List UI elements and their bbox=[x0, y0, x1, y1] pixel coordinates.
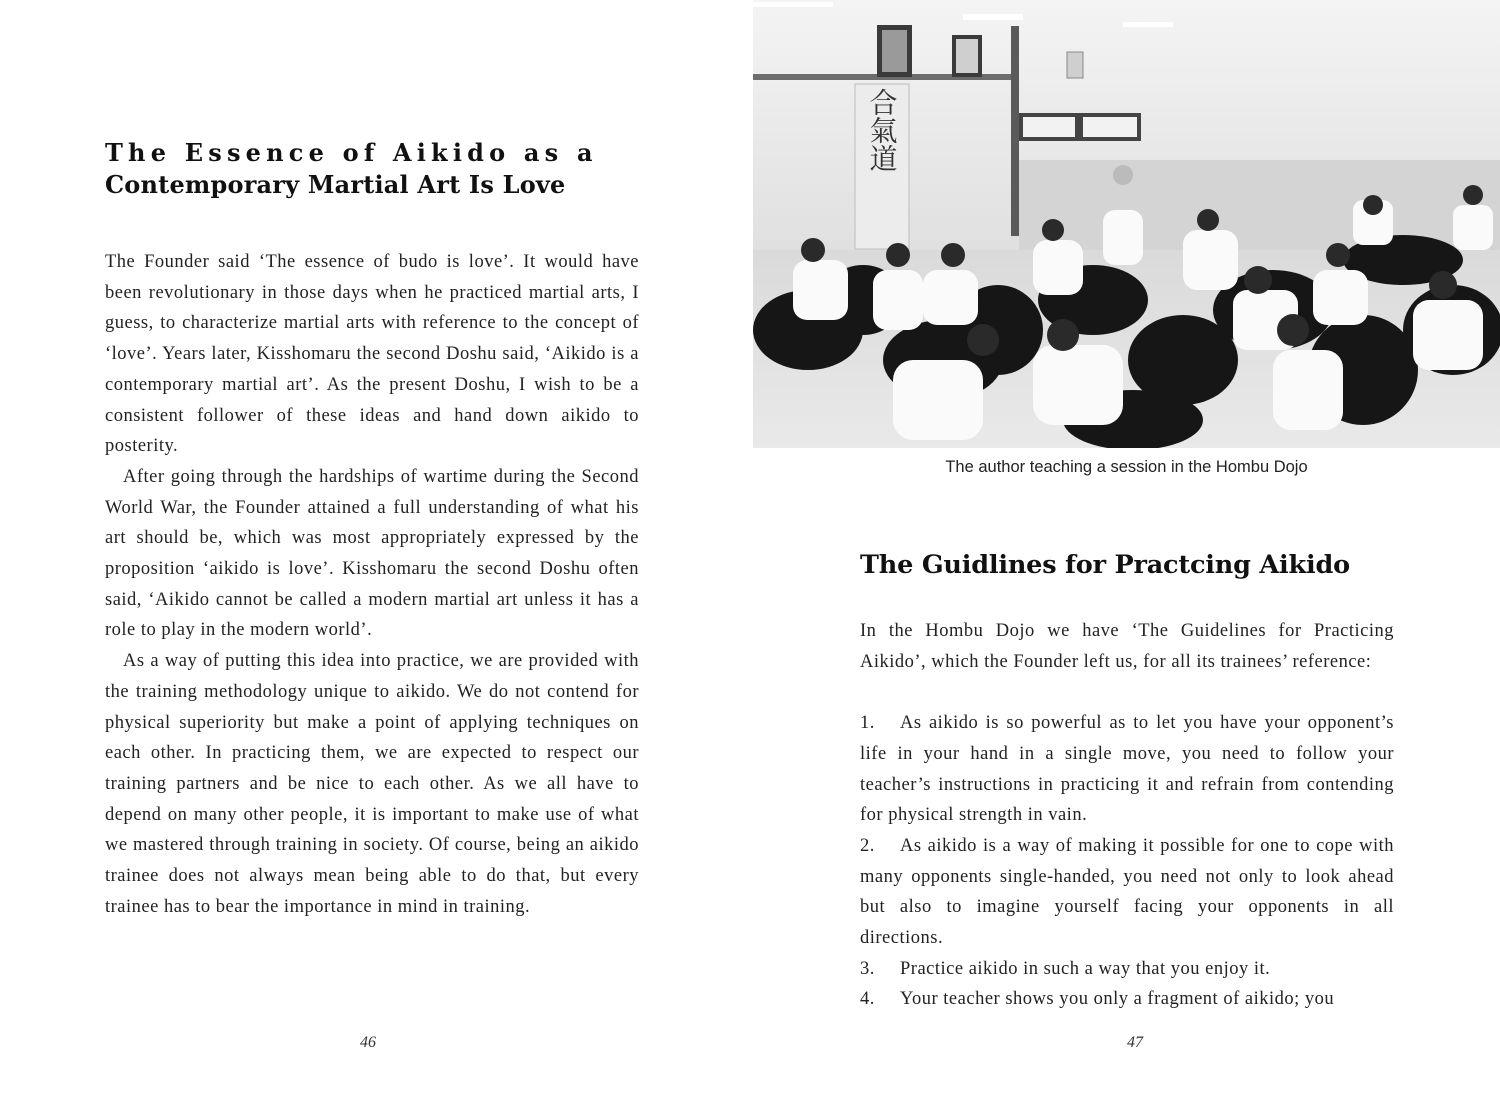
ceiling-light bbox=[753, 2, 833, 7]
section-heading: The Guidlines for Practcing Aikido bbox=[860, 550, 1350, 580]
left-body-text bbox=[105, 247, 639, 922]
guideline-number: 1. bbox=[860, 713, 875, 734]
spacer bbox=[860, 677, 1394, 708]
intro-paragraph: In the Hombu Dojo we have ‘The Guidelines for Practicing Aikido’, which the Founder left us, for all its trainees’ reference: bbox=[860, 621, 1394, 672]
page-number: 46 bbox=[360, 1034, 376, 1051]
guideline-number: 3. bbox=[860, 958, 875, 979]
wall-fan bbox=[1067, 52, 1083, 78]
guideline-item bbox=[860, 831, 1394, 954]
alcove-post bbox=[1011, 26, 1019, 236]
guideline-item bbox=[860, 708, 1394, 831]
wall-padding bbox=[1019, 160, 1500, 250]
photo-caption: The author teaching a session in the Hombu Dojo bbox=[945, 458, 1308, 476]
portrait bbox=[882, 30, 907, 72]
chapter-heading bbox=[105, 137, 645, 201]
guideline-text: Your teacher shows you only a fragment of aikido; you bbox=[900, 989, 1335, 1010]
paragraph: The Founder said ‘The essence of budo is love’. It would have been revolutionary in those days when he practiced martial arts, I guess, to characterize martial arts with reference to the concept of ‘love’. Years later, Kisshomaru the second Doshu said, ‘Aikido is a contemporary martial art’. As the present Doshu, I wish to be a consistent follower of these ideas and hand down aikido to posterity. bbox=[105, 252, 639, 457]
chapter-heading-line-1: The Essence of Aikido as a bbox=[105, 138, 598, 167]
guideline-number: 4. bbox=[860, 989, 875, 1010]
ceiling-light bbox=[1123, 22, 1173, 27]
dojo-photo bbox=[753, 0, 1500, 448]
chapter-heading-line-2: Contemporary Martial Art Is Love bbox=[105, 170, 566, 199]
paragraph: As a way of putting this idea into practice, we are provided with the training methodology unique to aikido. We do not contend for physical superiority but make a point of applying techniques on each other. In practicing them, we are expected to respect our training partners and be nice to each other. As we all have to depend on many other people, it is important to make use of what we mastered through training in society. Of course, being an aikido trainee does not always mean being able to do that, but every trainee has to bear the importance in mind in training. bbox=[105, 651, 639, 917]
right-page bbox=[750, 0, 1500, 1101]
ceiling-light bbox=[963, 14, 1023, 20]
portrait bbox=[956, 39, 978, 73]
right-body-text bbox=[860, 616, 1394, 1015]
guideline-item bbox=[860, 984, 1394, 1015]
scroll-calligraphy: 合氣道 bbox=[865, 88, 899, 172]
paragraph: After going through the hardships of wartime during the Second World War, the Founder attained a full understanding of what his art should be, which was most appropriately expressed by the proposition ‘aikido is love’. Kisshomaru the second Doshu often said, ‘Aikido cannot be called a modern martial art unless it has a role to play in the modern world’. bbox=[105, 466, 639, 641]
guideline-text: Practice aikido in such a way that you enjoy it. bbox=[900, 958, 1271, 979]
guideline-number: 2. bbox=[860, 835, 875, 856]
guideline-item bbox=[860, 954, 1394, 985]
page-number: 47 bbox=[1127, 1034, 1143, 1051]
guideline-text: As aikido is a way of making it possible for one to cope with many opponents single-handed, you need not only to look ahead but also to imagine yourself facing your opponents in all directions. bbox=[860, 835, 1394, 949]
guideline-text: As aikido is so powerful as to let you have your opponent’s life in your hand in a single move, you need to follow your teacher’s instructions in practicing it and refrain from contending for physical strength in vain. bbox=[860, 713, 1394, 826]
